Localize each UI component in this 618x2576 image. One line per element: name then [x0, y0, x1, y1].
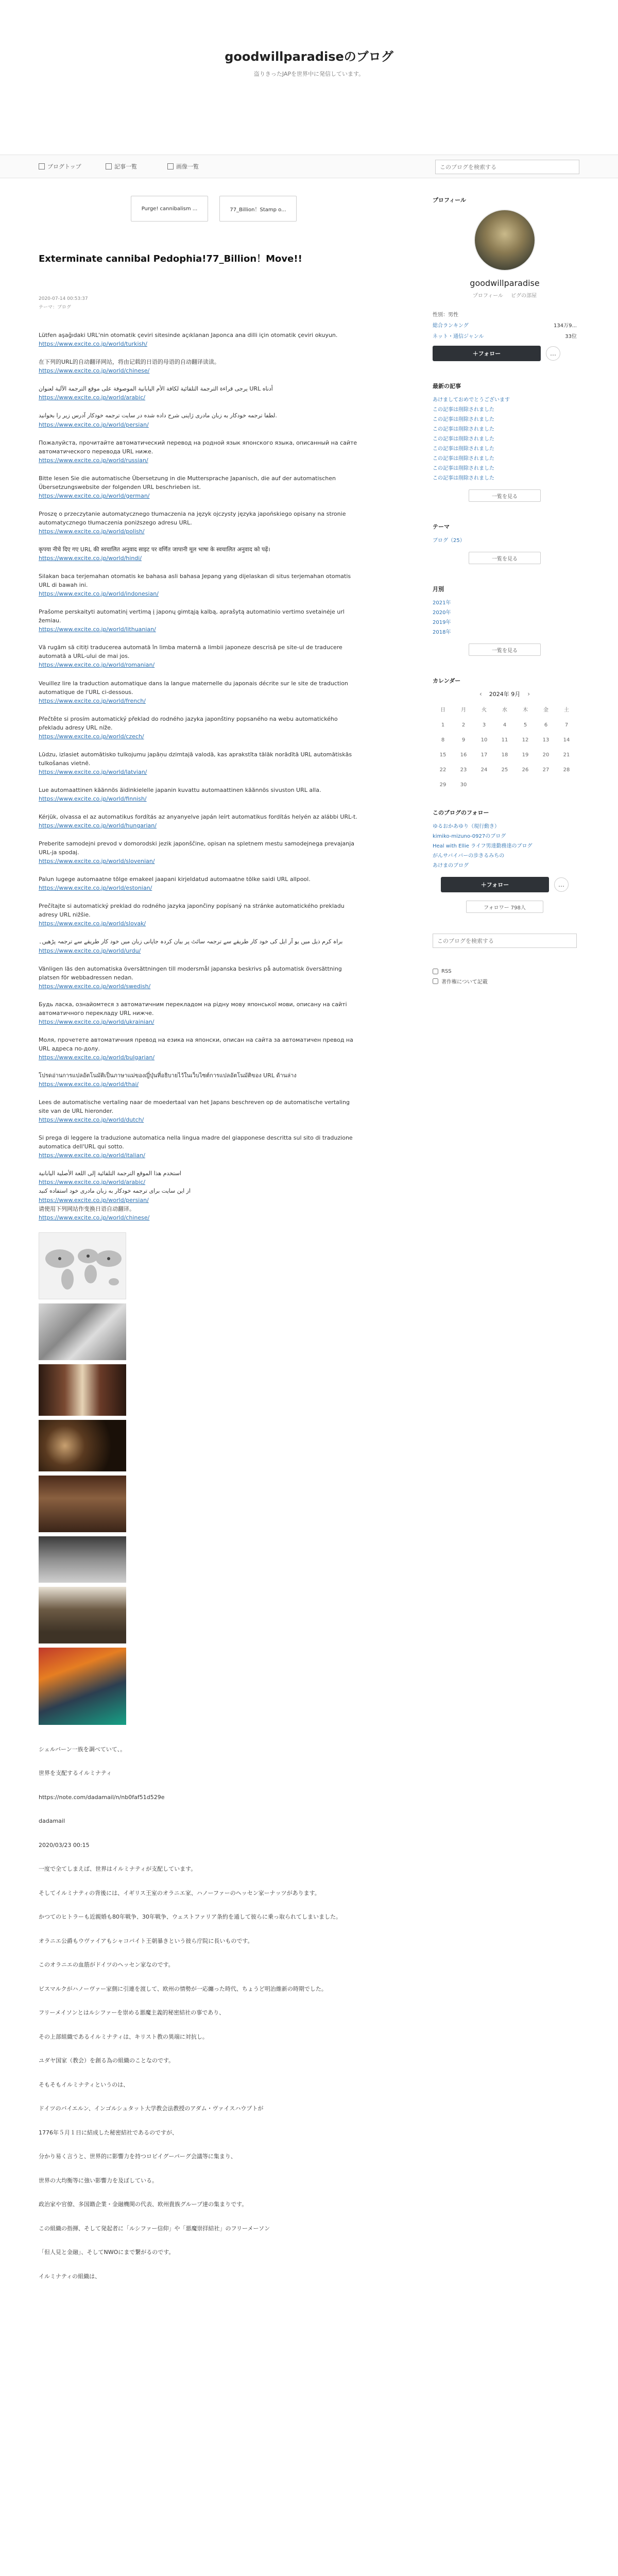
calendar-day[interactable]: 22: [439, 767, 447, 773]
world-map-image[interactable]: [39, 1232, 126, 1299]
entry-date: 2020-07-14 00:53:37: [39, 296, 88, 302]
following-blog-link[interactable]: ゆるおかあゆり（現行動き）: [433, 824, 500, 829]
sidebar: [433, 196, 577, 985]
site-title[interactable]: goodwillparadiseのブログ: [225, 49, 393, 64]
recent-entries-section: [433, 382, 577, 502]
translation-block: [39, 438, 358, 465]
translation-text: Přečtěte si prosím automatický překlad do rodného jazyka japonštiny popsaného na webu automatického překladu adresy URL níže.: [39, 715, 338, 731]
translation-text: Si prega di leggere la traduzione automatica nella lingua madre del giapponese descritta sul sito di traduzione automatica dell'URL qui sotto.: [39, 1134, 353, 1150]
rss-label: RSS: [441, 969, 452, 974]
more-options-icon[interactable]: …: [546, 346, 560, 361]
translation-url-link[interactable]: https://www.excite.co.jp/world/latvian/: [39, 768, 147, 775]
final-line: از این سایت برای ترجمه خودکار به زبان مادری خود استفاده کنید: [39, 1188, 191, 1195]
calendar-day[interactable]: 21: [563, 752, 570, 758]
nav-label: 画像一覧: [176, 163, 199, 170]
article-paragraph: 一度で全てしまえば、世界はイルミナティが支配しています。: [39, 1866, 197, 1873]
theme-heading: テーマ: [433, 523, 450, 530]
translation-block: [39, 786, 358, 803]
calendar-day[interactable]: 20: [542, 752, 550, 758]
translation-text: Preberite samodejni prevod v domorodski jezik japonščine, opisan na spletnem mestu samodejnega prevajanja URL-ja spodaj.: [39, 840, 355, 856]
recent-entry-link[interactable]: この記事は削除されました: [433, 427, 494, 432]
home-icon: [39, 163, 45, 170]
photo-image[interactable]: [39, 1420, 126, 1471]
translation-block: [39, 1133, 358, 1160]
profile-heading: プロフィール: [433, 197, 466, 204]
list-icon: [106, 163, 112, 170]
archive-section: [433, 585, 577, 656]
calendar-day[interactable]: 30: [460, 782, 467, 788]
translation-block: [39, 607, 358, 634]
follow-label: フォロー: [478, 350, 501, 357]
calendar-month: 2024年 9月: [489, 691, 521, 698]
translation-url-link[interactable]: https://www.excite.co.jp/world/arabic/: [39, 394, 146, 401]
main-article: [39, 196, 358, 2296]
calendar-weekday: 水: [502, 707, 507, 713]
translation-block: [39, 643, 358, 669]
entry-body: [39, 331, 358, 2281]
site-header: [0, 0, 618, 129]
translation-block: [39, 331, 358, 348]
copyright-label: 著作権について記載: [441, 979, 488, 985]
ranking-label[interactable]: 総合ランキング: [433, 323, 469, 329]
calendar-day[interactable]: 23: [460, 767, 467, 773]
theme-item[interactable]: ブログ（25）: [433, 538, 465, 544]
translation-url-link[interactable]: https://www.excite.co.jp/world/romanian/: [39, 662, 155, 669]
translation-text: Kérjük, olvassa el az automatikus fordítás az anyanyelve japán leírt automatikus fordítás helyén az alábbi URL-t.: [39, 814, 357, 821]
article-paragraph: 2020/03/23 00:15: [39, 1841, 90, 1849]
calendar-day[interactable]: 10: [480, 737, 488, 743]
translation-url-link[interactable]: https://www.excite.co.jp/world/italian/: [39, 1152, 145, 1159]
recent-entry-link[interactable]: あけましておめでとうございます: [433, 397, 510, 403]
article-paragraph: 政治家や官僚、多国籍企業・金融機関の代表、欧州貴族グループ達の集まりです。: [39, 2201, 248, 2208]
article-paragraph: 分かり易く言うと、世界的に影響力を持つロビイグーパーグ会議等に集まり、: [39, 2153, 236, 2160]
translation-url-link[interactable]: https://www.excite.co.jp/world/slovak/: [39, 920, 146, 927]
translation-url-link[interactable]: https://www.excite.co.jp/world/russian/: [39, 456, 148, 464]
calendar-day[interactable]: 8: [441, 737, 445, 743]
translation-url-link[interactable]: https://www.excite.co.jp/world/thai/: [39, 1081, 139, 1088]
translation-block: [39, 1071, 358, 1089]
side-search-input[interactable]: [433, 934, 577, 948]
follow-row-bottom: [433, 877, 577, 892]
calendar-day[interactable]: 3: [482, 722, 486, 728]
translation-block: [39, 715, 358, 741]
translation-url-link[interactable]: https://www.excite.co.jp/world/polish/: [39, 528, 145, 535]
nav-article-list[interactable]: [106, 162, 137, 171]
archive-list-button[interactable]: 一覧を見る: [469, 643, 541, 656]
calendar-section: [433, 676, 577, 788]
entry-title[interactable]: Exterminate cannibal Pedophia!77_Billion！Move!!: [39, 253, 302, 264]
translation-text: 在下列的URL的自动翻译网站，将由记载的日语的母语的自动翻译读读。: [39, 359, 220, 366]
chevron-left-icon[interactable]: ‹: [479, 690, 482, 698]
url-link[interactable]: https://www.excite.co.jp/world/chinese/: [39, 1214, 150, 1221]
ranking-row: [433, 321, 577, 329]
calendar-day[interactable]: 24: [480, 767, 488, 773]
side-search-section: [433, 934, 577, 948]
translation-url-link[interactable]: https://www.excite.co.jp/world/chinese/: [39, 367, 150, 375]
translation-text: Будь ласка, ознайомтеся з автоматичним перекладом на рідну мову японської мови, описану на сайті автоматичного перекладу URL нижче.: [39, 1001, 347, 1016]
article-paragraph: シェルバーン一族を調べていて、。: [39, 1745, 126, 1753]
archive-link[interactable]: 2021年: [433, 600, 451, 606]
translation-block: [39, 902, 358, 928]
global-nav: [0, 155, 618, 178]
calendar-day[interactable]: 6: [544, 722, 548, 728]
follow-label: フォロー: [486, 882, 509, 888]
recent-entry-link[interactable]: この記事は削除されました: [433, 456, 494, 462]
translation-text: Моля, прочетете автоматичния превод на езика на японски, описан на сайта за автоматичен превод на URL адреса по-долу.: [39, 1036, 353, 1052]
calendar-day[interactable]: 26: [522, 767, 529, 773]
followers-button[interactable]: フォロワー 798人: [466, 901, 543, 913]
translation-block: [39, 358, 358, 375]
calendar-day[interactable]: 17: [480, 752, 488, 758]
article-paragraph: dadamail: [39, 1818, 65, 1825]
translation-text: Vă rugăm să citiți traducerea automată în limba maternă a limbii japoneze descrisă pe site-ul de traducere automată a URL-ului de mai jos.: [39, 644, 342, 660]
following-blog-link[interactable]: あけまのブログ: [433, 863, 469, 869]
nav-image-list[interactable]: [167, 162, 199, 171]
translation-url-link[interactable]: https://www.excite.co.jp/world/finnish/: [39, 795, 147, 802]
recent-entry-link[interactable]: この記事は削除されました: [433, 407, 494, 413]
calendar-weekday: 日: [440, 707, 445, 713]
theme-list-button[interactable]: 一覧を見る: [469, 552, 541, 564]
following-blog-link[interactable]: Heal with Ellie ライフ男達勤務達のブログ: [433, 843, 533, 849]
genre-label[interactable]: ネット・通信ジャンル: [433, 334, 484, 340]
translation-url-link[interactable]: https://www.excite.co.jp/world/hindi/: [39, 555, 142, 562]
calendar-day[interactable]: 29: [439, 782, 447, 788]
article-paragraph: その上部組織であるイルミナティは、キリスト教の異端に対抗し。: [39, 2033, 208, 2040]
calendar-day[interactable]: 18: [501, 752, 508, 758]
archive-link[interactable]: 2018年: [433, 630, 451, 635]
entry-theme[interactable]: テーマ：ブログ: [39, 305, 72, 311]
translation-text: โปรดอ่านการแปลอัตโนมัติเป็นภาษาแม่ของญี่ปุ่นที่อธิบายไว้ในเว็บไซต์การแปลอัตโนมัติของ URL ด้านล่าง: [39, 1072, 297, 1079]
translation-url-link[interactable]: https://www.excite.co.jp/world/indonesian/: [39, 590, 159, 598]
copyright-checkbox[interactable]: [433, 977, 577, 985]
translation-url-link[interactable]: https://www.excite.co.jp/world/persian/: [39, 421, 149, 428]
chevron-right-icon[interactable]: ›: [527, 690, 530, 698]
calendar-weekday: 金: [543, 707, 548, 713]
article-paragraph: 世界を支配するイルミナティ: [39, 1770, 112, 1777]
translation-text: براہ کرم ذیل میں یو آر ایل کی خود کار طریقے سے ترجمہ سائٹ پر بیان کردہ جاپانی زبان میں خود کار طریقے سے ترجمہ پڑھیں۔: [39, 938, 343, 945]
article-paragraph: ドイツのバイエルン、インゴルシュタット大学教会法教授のアダム・ヴァイスハウプトが: [39, 2105, 264, 2112]
translation-url-link[interactable]: https://www.excite.co.jp/world/estonian/: [39, 885, 152, 892]
profile-name[interactable]: goodwillparadise: [470, 278, 540, 288]
translation-text: Prečítajte si automatický preklad do rodného jazyka japončiny popísaný na stránke automatického prekladu adresy URL nižšie.: [39, 903, 345, 919]
translation-url-link[interactable]: https://www.excite.co.jp/world/hungarian/: [39, 822, 157, 829]
translation-block: [39, 545, 358, 563]
image-icon: [167, 163, 174, 170]
genre-row: [433, 332, 577, 340]
url-link[interactable]: https://www.excite.co.jp/world/arabic/: [39, 1179, 146, 1186]
translation-block: [39, 750, 358, 776]
translation-text: Proszę o przeczytanie automatycznego tłumaczenia na język ojczysty języka japońskiego opisany na stronie automatycznego tłumaczenia poniższego adresu URL.: [39, 510, 346, 526]
translation-text: Lütfen aşağıdaki URL'nin otomatik çeviri sitesinde açıklanan Japonca ana dilli için otomatik çeviri okuyun.: [39, 332, 338, 339]
following-blog-link[interactable]: がんサバイバーの歩きるみちの: [433, 853, 505, 859]
more-options-icon[interactable]: …: [554, 877, 569, 892]
rss-checkbox[interactable]: [433, 969, 577, 974]
calendar-grid: [433, 705, 577, 788]
translation-text: Silakan baca terjemahan otomatis ke bahasa asli bahasa Jepang yang dijelaskan di situs terjemahan otomatis URL di bawah ini.: [39, 573, 351, 589]
translation-text: Palun lugege automaatne tõlge emakeel jaapani kirjeldatud automaatne tõlke saidi URL allpool.: [39, 876, 311, 883]
article-paragraph: 世界の大均衡等に強い影響力を及ぼしている。: [39, 2177, 158, 2184]
profile-card: [433, 209, 577, 361]
translation-text: لطفا ترجمه خودکار به زبان مادری ژاپنی شرح داده شده در سایت ترجمه خودکار آدرس زیر را بخوانید.: [39, 412, 277, 419]
calendar-weekday: 木: [523, 707, 528, 713]
calendar-heading: カレンダー: [433, 677, 461, 684]
article-paragraph: このオラニエの血筋がドイツのヘッセン家なのです。: [39, 1961, 174, 1969]
translation-url-link[interactable]: https://www.excite.co.jp/world/slovenian/: [39, 858, 155, 865]
entry-meta: [39, 296, 358, 310]
final-line: 请使用下列网站作变换日语自动翻译。: [39, 1205, 135, 1212]
calendar-day[interactable]: 16: [460, 752, 467, 758]
translation-text: Vänligen läs den automatiska översättningen till modersmål japanska beskrivs på automatisk översättning platsen för webbadressen nedan.: [39, 965, 342, 981]
next-entry-button[interactable]: 77_Billion！Stamp o...: [219, 196, 297, 222]
follow-button[interactable]: ＋フォロー: [433, 346, 541, 361]
calendar-weekday: 月: [461, 707, 466, 713]
calendar-day[interactable]: 13: [542, 737, 550, 743]
entry-pager: [39, 196, 358, 222]
translation-url-link[interactable]: https://www.excite.co.jp/world/swedish/: [39, 982, 151, 990]
translation-block: [39, 1098, 358, 1124]
article-paragraph: 1776年５月１日に結成した秘密結社であるのですが、: [39, 2129, 178, 2136]
translation-block: [39, 937, 358, 955]
calendar-day[interactable]: 5: [523, 722, 527, 728]
pigg-room-link[interactable]: ピグの部屋: [511, 293, 537, 299]
article-paragraph: そしてイルミナティの背後には、イギリス王室のオラニエ家、ハノーファーのヘッセン家ーナッツがあります。: [39, 1889, 320, 1896]
follow-button-bottom[interactable]: ＋フォロー: [441, 877, 549, 892]
translation-text: يرجى قراءة الترجمة التلقائية لكافة الأم اليابانية الموصوفة على موقع الترجمة الآلية لعنوان URL أدناه: [39, 385, 273, 393]
translation-text: Lue automaattinen käännös äidinkielelle japanin kuvattu automaattinen käännös sivuston URL alla.: [39, 786, 321, 793]
recent-entry-link[interactable]: この記事は削除されました: [433, 466, 494, 471]
calendar-day[interactable]: 11: [501, 737, 508, 743]
article-paragraph: ビスマルクがハノーヴァー家側に引連を渡して、欧州の情勢が一応纏った時代、ちょうど明治維新の時期でした。: [39, 1985, 327, 1992]
translation-block: [39, 679, 358, 705]
theme-section: [433, 522, 577, 564]
photo-image[interactable]: [39, 1587, 126, 1643]
translation-url-link[interactable]: https://www.excite.co.jp/world/turkish/: [39, 341, 147, 348]
archive-link[interactable]: 2020年: [433, 610, 451, 616]
translation-block: [39, 839, 358, 866]
avatar[interactable]: [474, 209, 536, 271]
recent-entry-link[interactable]: この記事は削除されました: [433, 417, 494, 422]
translation-url-link[interactable]: https://www.excite.co.jp/world/ukrainian/: [39, 1018, 154, 1025]
calendar-day[interactable]: 19: [522, 752, 529, 758]
calendar-day[interactable]: 27: [542, 767, 550, 773]
calendar-day[interactable]: 7: [564, 722, 569, 728]
calendar-weekday: 火: [482, 707, 487, 713]
article-paragraph: 「但人見と金融」、そしてNWOにまで繋がるのです。: [39, 2249, 175, 2256]
calendar-day[interactable]: 1: [441, 722, 445, 728]
image-stack: [39, 1232, 358, 1725]
translation-block: [39, 1036, 358, 1062]
translation-text: Bitte lesen Sie die automatische Übersetzung in die Muttersprache Japanisch, die auf der automatischen Übersetzungswebsite der folgenden URL beschrieben ist.: [39, 474, 336, 490]
archive-heading: 月別: [433, 586, 444, 592]
recent-entry-link[interactable]: この記事は削除されました: [433, 436, 494, 442]
photo-image[interactable]: [39, 1476, 126, 1532]
calendar-day[interactable]: 14: [563, 737, 570, 743]
translation-url-link[interactable]: https://www.excite.co.jp/world/german/: [39, 492, 150, 499]
translation-block: [39, 812, 358, 830]
calendar-day[interactable]: 2: [461, 722, 466, 728]
translation-url-link[interactable]: https://www.excite.co.jp/world/lithuanian/: [39, 626, 156, 633]
misc-section: [433, 969, 577, 985]
calendar-day[interactable]: 9: [461, 737, 466, 743]
article-paragraph: かつてのヒトラーも近親婚も80年戦争、30年戦争、ウェストファリア条約を通して彼らに乗っ取られてしまいました。: [39, 1913, 342, 1921]
translation-text: Prašome perskaityti automatinį vertimą į japonų gimtąją kalbą, aprašytą automatinio vertimo svetainėje url žemiau.: [39, 608, 345, 624]
translation-block: [39, 510, 358, 536]
jp-article-text: [39, 1745, 358, 2281]
translation-url-link[interactable]: https://www.excite.co.jp/world/bulgarian/: [39, 1054, 155, 1061]
translation-url-link[interactable]: https://www.excite.co.jp/world/dutch/: [39, 1116, 144, 1124]
recent-list-button[interactable]: 一覧を見る: [469, 489, 541, 502]
nav-label: 記事一覧: [114, 163, 137, 170]
final-line: استخدم هذا الموقع الترجمة التلقائية إلى اللغة الأصلية اليابانية: [39, 1170, 181, 1177]
translation-url-link[interactable]: https://www.excite.co.jp/world/urdu/: [39, 947, 141, 954]
follow-row: [433, 346, 577, 361]
following-heading: このブログのフォロー: [433, 809, 489, 816]
blog-search-input[interactable]: [435, 160, 579, 174]
translation-block: [39, 384, 358, 402]
article-paragraph: この組織の指揮、そして発起者に「ルシファー信仰」や「悪魔崇拝結社」のフリーメーソン: [39, 2225, 270, 2232]
recent-heading: 最新の記事: [433, 383, 461, 389]
article-paragraph: フリーメイソンとはルシファーを崇める悪魔主義的秘密結社の事であり、: [39, 2009, 225, 2016]
recent-entry-link[interactable]: この記事は削除されました: [433, 476, 494, 481]
calendar-day[interactable]: 15: [439, 752, 447, 758]
url-link[interactable]: https://www.excite.co.jp/world/persian/: [39, 1196, 149, 1204]
translation-text: कृपया नीचे दिए गए URL की स्वचालित अनुवाद साइट पर वर्णित जापानी मूल भाषा के स्वचालित अनुवाद को पढ़ें।: [39, 546, 270, 553]
calendar-day[interactable]: 12: [522, 737, 529, 743]
profile-link[interactable]: プロフィール: [472, 293, 503, 299]
article-paragraph: そもそもイルミナティというのは、: [39, 2081, 129, 2088]
genre-value: 33位: [565, 334, 577, 340]
translation-text: Veuillez lire la traduction automatique dans la langue maternelle du japonais décrite sur le site de traduction automatique de l'URL ci-dessous.: [39, 680, 348, 696]
calendar-day[interactable]: 25: [501, 767, 508, 773]
following-blog-link[interactable]: kimiko-mizuno-0927のブログ: [433, 834, 506, 839]
site-description: 盗りきったJAPを世界中に発信しています。: [253, 71, 365, 77]
translation-text: Пожалуйста, прочитайте автоматический перевод на родной язык японского языка, описанный на сайте автоматического перевода URL ниже.: [39, 439, 357, 455]
photo-image[interactable]: [39, 1364, 126, 1416]
nav-blog-top[interactable]: [39, 162, 81, 171]
translation-block: [39, 875, 358, 892]
article-paragraph: ユダヤ国家（教会）を創る為の組織のことなのです。: [39, 2057, 175, 2064]
ranking-value: 134万9...: [554, 323, 577, 329]
photo-image[interactable]: [39, 1303, 126, 1360]
translation-url-link[interactable]: https://www.excite.co.jp/world/czech/: [39, 733, 144, 740]
calendar-header: [433, 690, 577, 698]
prev-entry-button[interactable]: Purge! cannibalism ...: [131, 196, 208, 222]
translation-text: Lūdzu, izlasiet automātisko tulkojumu japāņu dzimtajā valodā, kas aprakstīta tālāk norādītā URL automātiskās tulkošanas vietnē.: [39, 751, 352, 767]
final-url-block: [39, 1169, 358, 1222]
translation-text: Lees de automatische vertaling naar de moedertaal van het Japans beschreven op de automatische vertaling site van de URL hieronder.: [39, 1099, 350, 1115]
archive-link[interactable]: 2019年: [433, 620, 451, 625]
article-paragraph: オラニエ公爵もウヴァイアもシャコバイト王朝暴きという彼ら庁院に長いものです。: [39, 1937, 253, 1944]
article-paragraph: https://note.com/dadamail/n/nb0faf51d529e: [39, 1793, 165, 1801]
photo-image[interactable]: [39, 1536, 126, 1583]
article-paragraph: イルミナティの組織は、: [39, 2273, 101, 2280]
nav-label: ブログトップ: [47, 163, 81, 170]
profile-gender: 性別：男性: [433, 312, 458, 318]
calendar-day[interactable]: 4: [503, 722, 507, 728]
translation-block: [39, 411, 358, 429]
recent-entry-link[interactable]: この記事は削除されました: [433, 446, 494, 452]
profile-links: [433, 291, 577, 299]
translation-url-link[interactable]: https://www.excite.co.jp/world/french/: [39, 697, 146, 704]
translation-block: [39, 572, 358, 598]
painting-image[interactable]: [39, 1648, 126, 1725]
translation-block: [39, 1000, 358, 1026]
calendar-weekday: 土: [564, 707, 569, 713]
translation-block: [39, 964, 358, 991]
calendar-day[interactable]: 28: [563, 767, 570, 773]
following-section: [433, 808, 577, 913]
translation-block: [39, 474, 358, 500]
